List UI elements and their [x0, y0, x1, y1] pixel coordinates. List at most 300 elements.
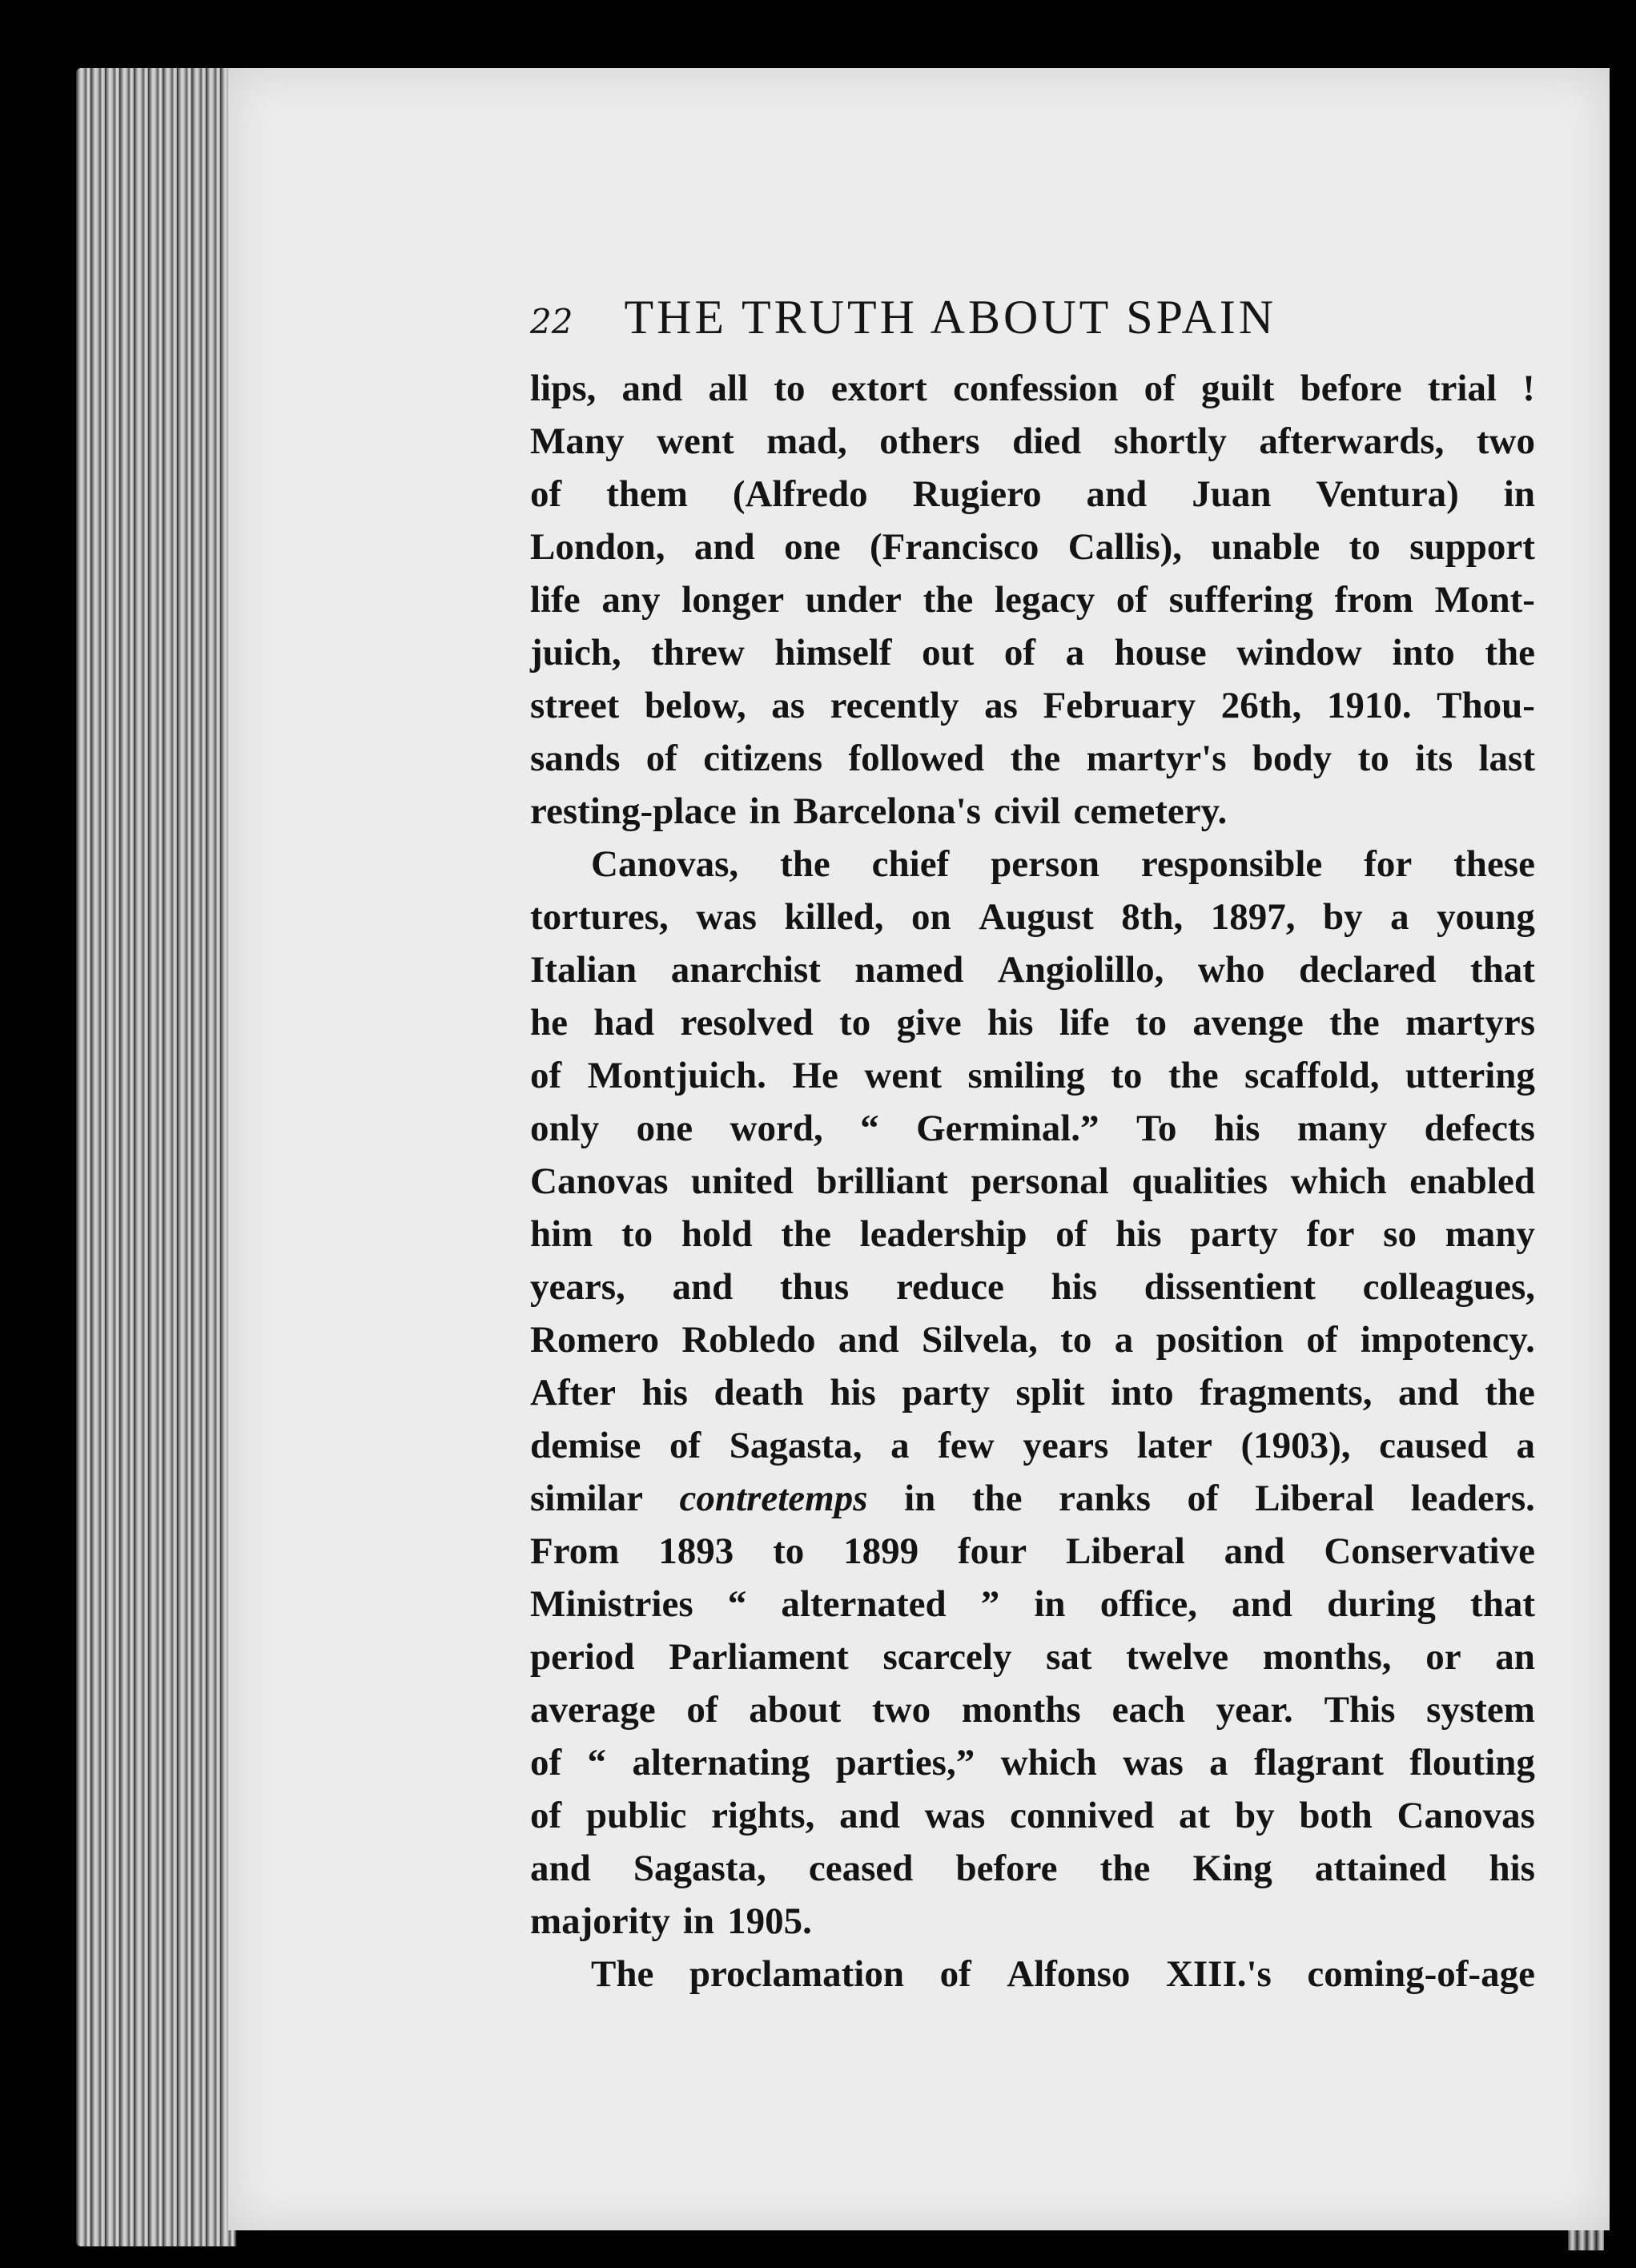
word: that [1470, 1583, 1535, 1625]
word: split [1015, 1372, 1085, 1413]
text-line [530, 415, 1535, 468]
word: went [864, 1055, 942, 1096]
word: under [805, 579, 902, 621]
word: Canovas, [591, 843, 739, 885]
word: of [1003, 632, 1036, 674]
word: longer [681, 579, 785, 621]
word: office, [1099, 1583, 1198, 1625]
word: give [896, 1002, 962, 1044]
word: his [1051, 1266, 1098, 1308]
word: reduce [895, 1266, 1004, 1308]
word: ” [980, 1583, 1000, 1625]
word: all [708, 368, 749, 409]
word: the [923, 579, 974, 621]
word: about [749, 1689, 842, 1731]
word: before [955, 1848, 1058, 1889]
word: from [1334, 579, 1413, 621]
word: to [621, 1213, 653, 1255]
word: went [657, 420, 734, 462]
word: juich, [530, 632, 621, 674]
word: himself [774, 632, 892, 674]
word: last [1478, 738, 1535, 779]
word: chief [871, 843, 950, 885]
word: that [1470, 949, 1535, 991]
word: majority [530, 1900, 670, 1942]
word: one [784, 526, 841, 568]
word: out [922, 632, 975, 674]
word: Ventura) [1316, 473, 1459, 515]
word: the [780, 843, 830, 885]
word: two [1476, 420, 1535, 462]
word: ranks [1059, 1478, 1151, 1519]
word: parties,” [835, 1742, 975, 1783]
book-page-edges-left [76, 68, 236, 2246]
word: Alfonso [1007, 1953, 1131, 1995]
word: and [530, 1848, 591, 1889]
word: of [645, 738, 677, 779]
word: each [1111, 1689, 1185, 1731]
word: Liberal [1255, 1478, 1375, 1519]
word: a [1390, 896, 1409, 938]
word: the [1099, 1848, 1151, 1889]
text-line [530, 891, 1535, 943]
word: of [530, 1742, 562, 1783]
word: King [1192, 1848, 1272, 1889]
word: he [530, 1002, 568, 1044]
word: afterwards, [1259, 420, 1445, 462]
word: martyrs [1405, 1002, 1535, 1044]
word: years, [530, 1266, 625, 1308]
word: avenge [1192, 1002, 1304, 1044]
word: support [1409, 526, 1535, 568]
word: party [902, 1372, 990, 1413]
word: responsible [1140, 843, 1323, 885]
word: trial [1427, 368, 1497, 409]
word: Thou- [1437, 685, 1535, 726]
word: cemetery. [1073, 790, 1228, 832]
word: lips, [530, 368, 597, 409]
text-line [530, 468, 1535, 521]
word: and [1232, 1583, 1292, 1625]
word: of [939, 1953, 971, 1995]
text-line [530, 1208, 1535, 1261]
text-line [530, 1261, 1535, 1313]
word: resolved [680, 1002, 814, 1044]
word: the [971, 1478, 1023, 1519]
word: unable [1211, 526, 1320, 568]
word: months, [1262, 1636, 1392, 1678]
word: any [601, 579, 661, 621]
word: “ [860, 1108, 879, 1149]
word: London, [530, 526, 665, 568]
word: Montjuich. [587, 1055, 766, 1096]
word: Ministries [530, 1583, 693, 1625]
word: rights, [711, 1795, 815, 1836]
word: two [871, 1689, 931, 1731]
word: as [771, 685, 805, 726]
word: to [1357, 738, 1389, 779]
text-line [530, 996, 1535, 1049]
word: Robledo [681, 1319, 816, 1361]
word: connived [1010, 1795, 1155, 1836]
word: to [1111, 1055, 1143, 1096]
word: leadership [859, 1213, 1027, 1255]
word: during [1327, 1583, 1436, 1625]
word: person [991, 843, 1099, 885]
word: of [530, 473, 562, 515]
word: martyr's [1086, 738, 1227, 779]
word: Rugiero [912, 473, 1042, 515]
text-line [530, 1578, 1535, 1631]
word: later [1136, 1425, 1212, 1466]
word: had [593, 1002, 655, 1044]
text-line [530, 732, 1535, 785]
word: alternating [632, 1742, 810, 1783]
word: the [781, 1213, 831, 1255]
word: of [1187, 1478, 1219, 1519]
word: and [672, 1266, 734, 1308]
word: thus [779, 1266, 850, 1308]
word: and [1224, 1530, 1285, 1572]
word: of [530, 1055, 562, 1096]
word: recently [830, 685, 959, 726]
text-line [530, 943, 1535, 996]
word: a [1516, 1425, 1535, 1466]
word: below, [644, 685, 746, 726]
word: impotency. [1360, 1319, 1535, 1361]
word: life [530, 579, 581, 621]
word: similar [530, 1478, 643, 1519]
word: years [1023, 1425, 1109, 1466]
word: his [1213, 1108, 1260, 1149]
word: 26th, [1220, 685, 1302, 726]
text-line [530, 1313, 1535, 1366]
word: of [1055, 1213, 1087, 1255]
word: personal [971, 1160, 1109, 1202]
word: suffering [1168, 579, 1313, 621]
text-line [530, 1525, 1535, 1578]
word: mad, [766, 420, 847, 462]
word: The [591, 1953, 654, 1995]
word: street [530, 685, 620, 726]
word: position [1156, 1319, 1284, 1361]
text-line [530, 1366, 1535, 1419]
word: party [1190, 1213, 1278, 1255]
word: tortures, [530, 896, 669, 938]
word: contretemps [679, 1478, 868, 1519]
word: declared [1299, 949, 1437, 991]
word: for [1364, 843, 1413, 885]
text-line [530, 679, 1535, 732]
word: him [530, 1213, 593, 1255]
word: others [879, 420, 980, 462]
word: the [1329, 1002, 1380, 1044]
text-line [530, 1472, 1535, 1525]
word: and [621, 368, 683, 409]
word: four [957, 1530, 1027, 1572]
word: system [1426, 1689, 1535, 1731]
word: qualities [1132, 1160, 1268, 1202]
text-line [530, 1683, 1535, 1736]
word: Barcelona's [793, 790, 981, 832]
word: was [1123, 1742, 1184, 1783]
word: year. [1216, 1689, 1293, 1731]
word: of [1115, 579, 1148, 621]
word: died [1012, 420, 1082, 462]
word: From [530, 1530, 620, 1572]
word: threw [651, 632, 745, 674]
word: many [1445, 1213, 1535, 1255]
word: was [924, 1795, 986, 1836]
text-line [530, 1102, 1535, 1155]
text-line [530, 1631, 1535, 1683]
word: to [1349, 526, 1381, 568]
word: young [1437, 896, 1535, 938]
word: was [696, 896, 757, 938]
word: legacy [994, 579, 1095, 621]
word: Canovas [530, 1160, 669, 1202]
word: 8th, [1121, 896, 1184, 938]
word: After [530, 1372, 616, 1413]
word: many [1296, 1108, 1388, 1149]
word: To [1136, 1108, 1177, 1149]
word: (Alfredo [732, 473, 868, 515]
text-line [530, 838, 1535, 891]
word: enabled [1409, 1160, 1535, 1202]
word: Mont- [1434, 579, 1535, 621]
text-line [530, 1155, 1535, 1208]
word: one [636, 1108, 693, 1149]
word: fragments, [1200, 1372, 1373, 1413]
word: in [1503, 473, 1535, 515]
word: citizens [703, 738, 823, 779]
word: and [693, 526, 755, 568]
word: of [686, 1689, 718, 1731]
word: flagrant [1253, 1742, 1384, 1783]
word: 1897, [1210, 896, 1296, 938]
word: a [1114, 1319, 1134, 1361]
word: at [1179, 1795, 1211, 1836]
word: guilt [1200, 368, 1275, 409]
word: ! [1522, 368, 1535, 409]
word: extort [830, 368, 927, 409]
word: to [1060, 1319, 1092, 1361]
word: death [713, 1372, 804, 1413]
word: He [792, 1055, 838, 1096]
word: body [1252, 738, 1333, 779]
word: a [1209, 1742, 1228, 1783]
word: only [530, 1108, 600, 1149]
word: by [1234, 1795, 1275, 1836]
word: of [530, 1795, 562, 1836]
text-line [530, 1789, 1535, 1842]
word: his [1115, 1213, 1162, 1255]
word: colleagues, [1362, 1266, 1535, 1308]
text-line [530, 362, 1535, 415]
word: attained [1314, 1848, 1447, 1889]
text-line [530, 1736, 1535, 1789]
word: his [830, 1372, 876, 1413]
word: who [1197, 949, 1265, 991]
word: Sagasta, [729, 1425, 862, 1466]
word: Many [530, 420, 625, 462]
word: ceased [808, 1848, 914, 1889]
word: an [1495, 1636, 1535, 1678]
text-line [530, 521, 1535, 573]
word: before [1300, 368, 1402, 409]
word: twelve [1126, 1636, 1229, 1678]
page-header [530, 290, 1531, 346]
word: the [1485, 632, 1535, 674]
word: his [1489, 1848, 1535, 1889]
word: to [774, 368, 806, 409]
word: smiling [967, 1055, 1085, 1096]
word: XIII.'s [1165, 1953, 1272, 1995]
word: of [1144, 368, 1176, 409]
word: window [1236, 632, 1362, 674]
word: 1893 [658, 1530, 734, 1572]
word: united [690, 1160, 794, 1202]
word: 1910. [1326, 685, 1412, 726]
word: Parliament [669, 1636, 849, 1678]
word: August [979, 896, 1094, 938]
word: defects [1424, 1108, 1535, 1149]
word: period [530, 1636, 635, 1678]
word: his [987, 1002, 1034, 1044]
word: life [1059, 1002, 1110, 1044]
word: killed, [784, 896, 884, 938]
text-line [530, 1049, 1535, 1102]
word: demise [530, 1425, 641, 1466]
word: by [1323, 896, 1363, 938]
word: confession [953, 368, 1119, 409]
word: This [1324, 1689, 1396, 1731]
word: which [1000, 1742, 1097, 1783]
word: months [961, 1689, 1081, 1731]
word: public [585, 1795, 687, 1836]
word: Callis), [1067, 526, 1183, 568]
word: sands [530, 738, 621, 779]
word: and [839, 1795, 900, 1836]
body-text [530, 362, 1535, 2001]
word: resting-place [530, 790, 737, 832]
word: Sagasta, [633, 1848, 766, 1889]
word: his [641, 1372, 688, 1413]
word: to [773, 1530, 805, 1572]
word: 1905. [727, 1900, 812, 1942]
word: Liberal [1065, 1530, 1185, 1572]
word: sat [1046, 1636, 1092, 1678]
word: civil [993, 790, 1061, 832]
word: a [890, 1425, 910, 1466]
word: average [530, 1689, 656, 1731]
word: few [938, 1425, 995, 1466]
word: for [1306, 1213, 1355, 1255]
word: named [854, 949, 964, 991]
page-number: 22 [530, 302, 573, 341]
text-line [530, 1948, 1535, 2001]
word: which [1290, 1160, 1387, 1202]
word: Canovas [1397, 1795, 1535, 1836]
word: scarcely [882, 1636, 1012, 1678]
word: of [1306, 1319, 1338, 1361]
word: caused [1379, 1425, 1488, 1466]
word: alternated [781, 1583, 947, 1625]
word: as [984, 685, 1018, 726]
word: Conservative [1324, 1530, 1535, 1572]
word: Silvela, [921, 1319, 1038, 1361]
word: leaders. [1410, 1478, 1535, 1519]
word: in [1034, 1583, 1066, 1625]
word: 1899 [843, 1530, 919, 1572]
word: the [1168, 1055, 1219, 1096]
word: into [1111, 1372, 1174, 1413]
word: Italian [530, 949, 637, 991]
word: uttering [1405, 1055, 1535, 1096]
word: anarchist [670, 949, 821, 991]
word: and [1397, 1372, 1459, 1413]
word: its [1415, 738, 1453, 779]
word: shortly [1113, 420, 1227, 462]
text-line [530, 626, 1535, 679]
word: in [749, 790, 781, 832]
word: or [1425, 1636, 1461, 1678]
word: house [1114, 632, 1207, 674]
word: and [1086, 473, 1148, 515]
word: them [606, 473, 688, 515]
word: these [1453, 843, 1535, 885]
word: coming-of-age [1307, 1953, 1535, 1995]
word: Angiolillo, [997, 949, 1164, 991]
word: followed [848, 738, 985, 779]
word: proclamation [689, 1953, 904, 1995]
word: scaffold, [1244, 1055, 1380, 1096]
word: to [1135, 1002, 1168, 1044]
running-title: THE TRUTH ABOUT SPAIN [624, 291, 1277, 344]
word: the [1010, 738, 1061, 779]
word: Romero [530, 1319, 659, 1361]
text-line [530, 1419, 1535, 1472]
word: word, [730, 1108, 823, 1149]
word: brilliant [816, 1160, 948, 1202]
word: in [682, 1900, 715, 1942]
word: of [669, 1425, 701, 1466]
word: to [839, 1002, 871, 1044]
word: dissentient [1144, 1266, 1316, 1308]
word: in [904, 1478, 936, 1519]
word: hold [681, 1213, 753, 1255]
word: Germinal.” [916, 1108, 1099, 1149]
word: (Francisco [869, 526, 1039, 568]
word: (1903), [1240, 1425, 1351, 1466]
word: Juan [1192, 473, 1272, 515]
word: both [1299, 1795, 1373, 1836]
text-line [530, 785, 1535, 838]
word: so [1383, 1213, 1417, 1255]
word: and [838, 1319, 899, 1361]
word: a [1065, 632, 1085, 674]
word: flouting [1409, 1742, 1535, 1783]
word: “ [727, 1583, 747, 1625]
word: into [1392, 632, 1455, 674]
word: “ [587, 1742, 606, 1783]
text-line [530, 1842, 1535, 1895]
word: February [1043, 685, 1196, 726]
text-line [530, 573, 1535, 626]
word: the [1485, 1372, 1535, 1413]
text-line [530, 1895, 1535, 1948]
word: on [910, 896, 951, 938]
